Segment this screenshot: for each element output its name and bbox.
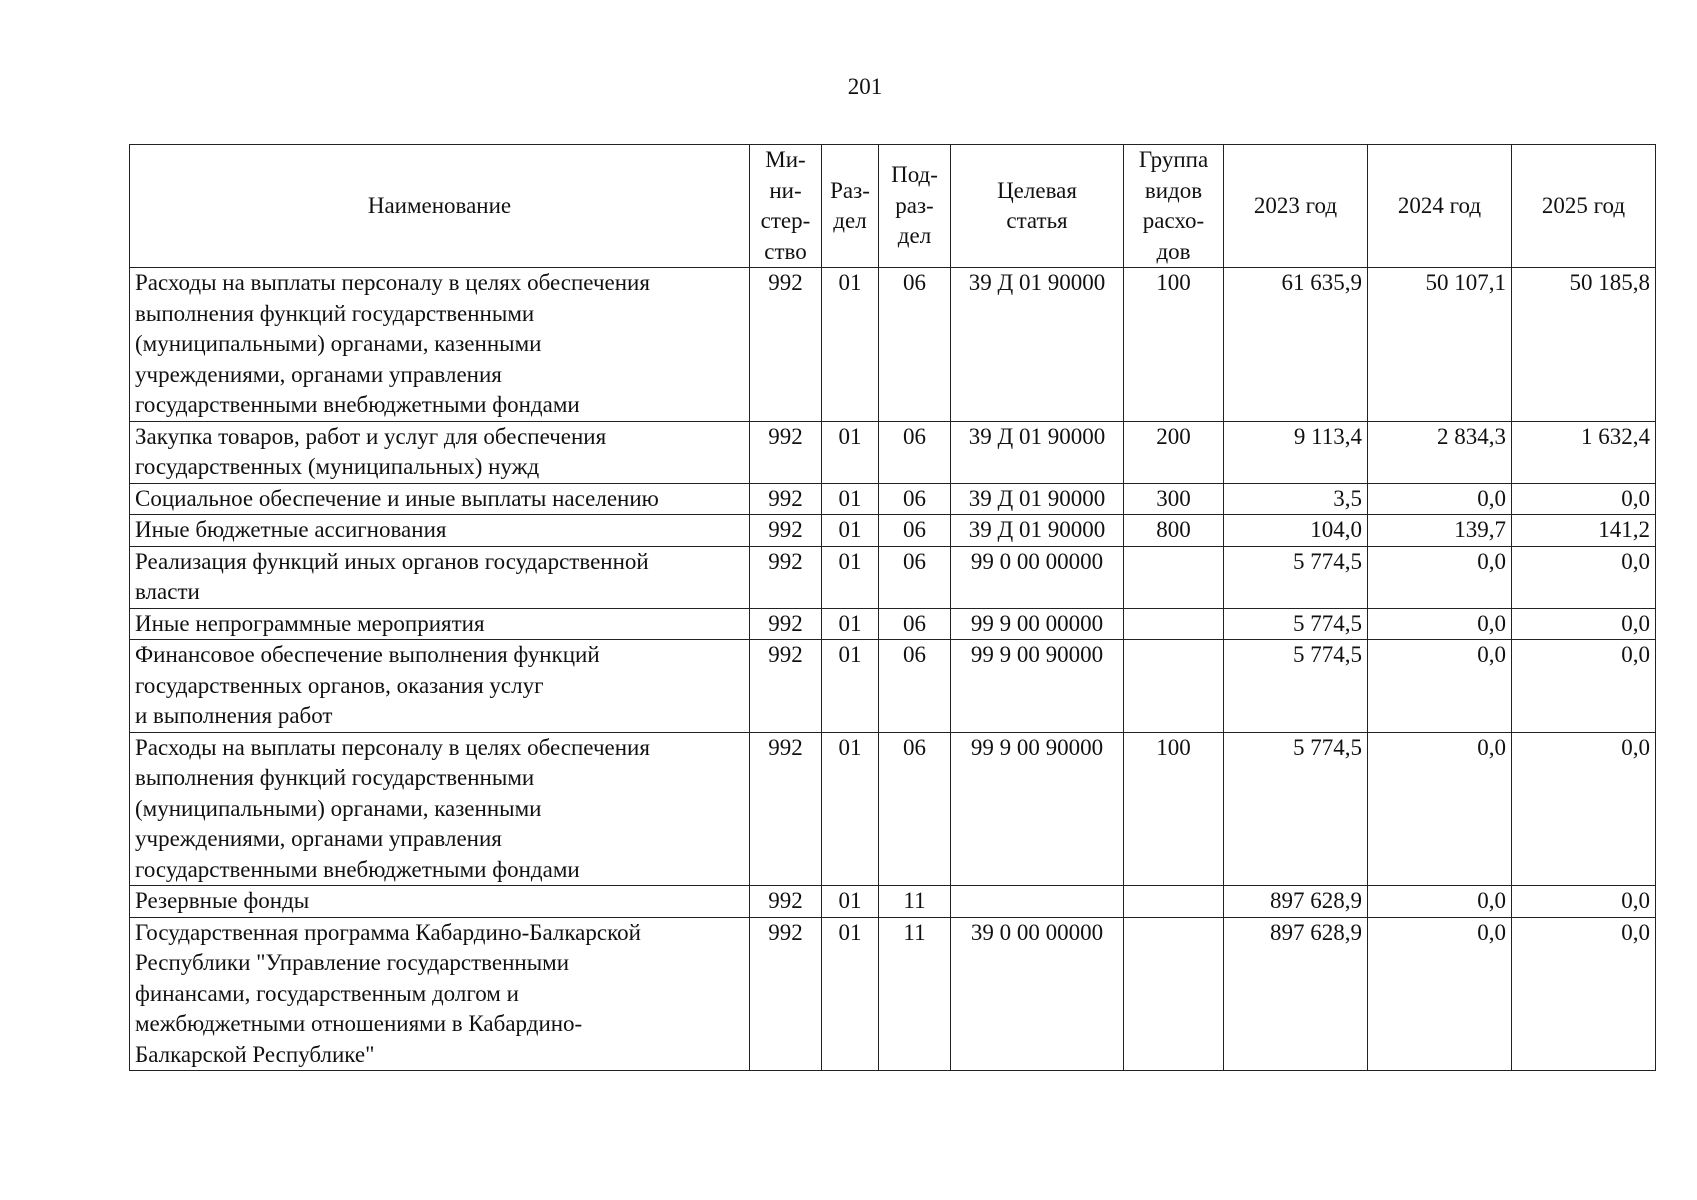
cell-2025: 0,0 [1512,732,1656,886]
cell-ministry: 992 [750,917,822,1071]
cell-2025: 0,0 [1512,640,1656,733]
cell-ministry: 992 [750,640,822,733]
cell-section: 01 [822,732,879,886]
budget-table [129,144,1656,1071]
cell-section: 01 [822,515,879,547]
header-2024: 2024 год [1368,145,1512,268]
cell-2025: 50 185,8 [1512,268,1656,422]
cell-target: 99 0 00 00000 [951,546,1124,608]
table-row [130,732,1656,886]
cell-2025: 141,2 [1512,515,1656,547]
table-row [130,515,1656,547]
cell-expense-group: 100 [1124,732,1224,886]
table-row [130,546,1656,608]
table-row [130,421,1656,483]
cell-section: 01 [822,546,879,608]
cell-ministry: 992 [750,515,822,547]
cell-2025: 0,0 [1512,917,1656,1071]
cell-expense-group [1124,608,1224,640]
header-section: Раз- дел [822,145,879,268]
cell-2023: 5 774,5 [1224,640,1368,733]
cell-section: 01 [822,917,879,1071]
table-row [130,483,1656,515]
cell-target: 39 0 00 00000 [951,917,1124,1071]
cell-2023: 5 774,5 [1224,546,1368,608]
cell-ministry: 992 [750,483,822,515]
header-name: Наименование [130,145,750,268]
table-row [130,640,1656,733]
header-subsection: Под- раз- дел [879,145,951,268]
cell-2023: 104,0 [1224,515,1368,547]
cell-target: 39 Д 01 90000 [951,268,1124,422]
cell-expense-group: 800 [1124,515,1224,547]
cell-2024: 50 107,1 [1368,268,1512,422]
cell-name: Социальное обеспечение и иные выплаты населению [130,483,750,515]
cell-subsection: 11 [879,886,951,918]
cell-section: 01 [822,483,879,515]
cell-2025: 0,0 [1512,546,1656,608]
cell-2024: 139,7 [1368,515,1512,547]
cell-2025: 0,0 [1512,886,1656,918]
cell-target: 39 Д 01 90000 [951,421,1124,483]
header-ministry: Ми- ни- стер- ство [750,145,822,268]
cell-name: Государственная программа Кабардино-Балкарской Республики "Управление государственными финансами, государственным долгом и межбюджетными отношениями в Кабардино- Балкарской Республике" [130,917,750,1071]
cell-subsection: 06 [879,515,951,547]
cell-target: 39 Д 01 90000 [951,515,1124,547]
cell-name: Реализация функций иных органов государственной власти [130,546,750,608]
cell-2025: 1 632,4 [1512,421,1656,483]
cell-subsection: 06 [879,546,951,608]
cell-ministry: 992 [750,421,822,483]
cell-subsection: 06 [879,268,951,422]
header-expense-group: Группа видов расхо- дов [1124,145,1224,268]
cell-target: 99 9 00 90000 [951,640,1124,733]
cell-2024: 0,0 [1368,483,1512,515]
cell-target: 99 9 00 00000 [951,608,1124,640]
cell-ministry: 992 [750,732,822,886]
cell-2023: 5 774,5 [1224,608,1368,640]
cell-2025: 0,0 [1512,483,1656,515]
cell-2023: 9 113,4 [1224,421,1368,483]
table-row [130,886,1656,918]
cell-2024: 0,0 [1368,886,1512,918]
cell-ministry: 992 [750,268,822,422]
page-number: 201 [847,74,883,99]
cell-name: Резервные фонды [130,886,750,918]
cell-ministry: 992 [750,546,822,608]
cell-name: Закупка товаров, работ и услуг для обеспечения государственных (муниципальных) нужд [130,421,750,483]
cell-target: 99 9 00 90000 [951,732,1124,886]
cell-section: 01 [822,268,879,422]
cell-2023: 5 774,5 [1224,732,1368,886]
cell-expense-group: 200 [1124,421,1224,483]
cell-2023: 897 628,9 [1224,886,1368,918]
cell-section: 01 [822,640,879,733]
table-row [130,917,1656,1071]
cell-subsection: 06 [879,421,951,483]
cell-expense-group: 300 [1124,483,1224,515]
cell-section: 01 [822,421,879,483]
header-2025: 2025 год [1512,145,1656,268]
header-2023: 2023 год [1224,145,1368,268]
table-row [130,608,1656,640]
cell-section: 01 [822,886,879,918]
cell-expense-group [1124,886,1224,918]
cell-expense-group [1124,546,1224,608]
cell-target [951,886,1124,918]
cell-ministry: 992 [750,886,822,918]
cell-name: Расходы на выплаты персоналу в целях обеспечения выполнения функций государственными (муниципальными) органами, казенными учреждениями, органами управления государственными внебюджетными фондами [130,268,750,422]
cell-2024: 0,0 [1368,732,1512,886]
cell-subsection: 06 [879,483,951,515]
cell-2025: 0,0 [1512,608,1656,640]
cell-expense-group [1124,640,1224,733]
cell-name: Иные непрограммные мероприятия [130,608,750,640]
cell-subsection: 11 [879,917,951,1071]
cell-2024: 0,0 [1368,640,1512,733]
table-body [130,268,1656,1071]
table-header-row [130,145,1656,268]
cell-2023: 3,5 [1224,483,1368,515]
cell-2023: 61 635,9 [1224,268,1368,422]
cell-target: 39 Д 01 90000 [951,483,1124,515]
cell-name: Расходы на выплаты персоналу в целях обеспечения выполнения функций государственными (муниципальными) органами, казенными учреждениями, органами управления государственными внебюджетными фондами [130,732,750,886]
cell-name: Иные бюджетные ассигнования [130,515,750,547]
cell-name: Финансовое обеспечение выполнения функций государственных органов, оказания услуг и выполнения работ [130,640,750,733]
cell-subsection: 06 [879,732,951,886]
table-row [130,268,1656,422]
cell-expense-group: 100 [1124,268,1224,422]
cell-subsection: 06 [879,640,951,733]
cell-2024: 0,0 [1368,608,1512,640]
cell-2024: 2 834,3 [1368,421,1512,483]
cell-ministry: 992 [750,608,822,640]
cell-2023: 897 628,9 [1224,917,1368,1071]
header-target: Целевая статья [951,145,1124,268]
cell-expense-group [1124,917,1224,1071]
cell-subsection: 06 [879,608,951,640]
cell-2024: 0,0 [1368,917,1512,1071]
cell-section: 01 [822,608,879,640]
cell-2024: 0,0 [1368,546,1512,608]
